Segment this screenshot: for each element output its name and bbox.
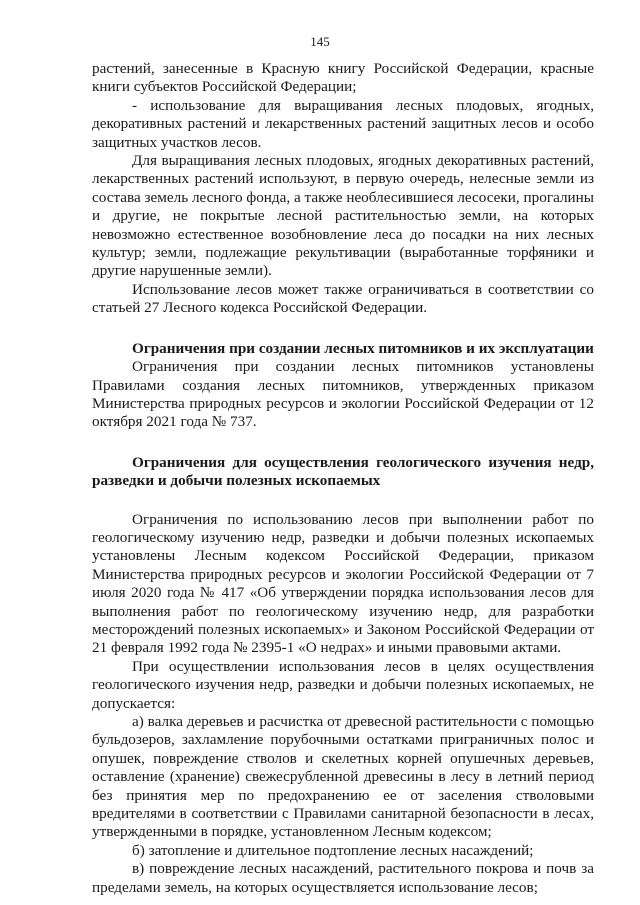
paragraph: - использование для выращивания лесных плодовых, ягодных, декоративных растений и лекарственных растений защитных лесов и особо защитных участков лесов. [92, 96, 594, 151]
paragraph: растений, занесенные в Красную книгу Российской Федерации, красные книги субъектов Российской Федерации; [92, 60, 594, 96]
spacer [92, 491, 594, 511]
list-item: в) повреждение лесных насаждений, растительного покрова и почв за пределами земель, на которых осуществляется использование лесов; [92, 860, 594, 896]
paragraph: При осуществлении использования лесов в целях осуществления геологического изучения недр, разведки и добычи полезных ископаемых, не допускается: [92, 657, 594, 712]
paragraph: Для выращивания лесных плодовых, ягодных декоративных растений, лекарственных растений используют, в первую очередь, нелесные земли из состава земель лесного фонда, а также необлесившиеся лесосеки, прогалины и другие, не покрытые лесной растительностью земли, на которых невозможно естественное возобновление леса до посадки на них лесных культур; земли, подлежащие рекультивации (выработанные торфяники и другие нарушенные земли). [92, 152, 594, 280]
section-heading: Ограничения для осуществления геологического изучения недр, разведки и добычи полезных ископаемых [92, 453, 594, 490]
paragraph: Использование лесов может также ограничиваться в соответствии со статьей 27 Лесного кодекса Российской Федерации. [92, 280, 594, 317]
paragraph: Ограничения при создании лесных питомников установлены Правилами создания лесных питомников, утвержденных приказом Министерства природных ресурсов и экологии Российской Федерации от 12 октября 2021 года № 737. [92, 358, 594, 431]
document-body [92, 60, 594, 897]
page-number: 145 [310, 34, 330, 49]
spacer [92, 432, 594, 454]
paragraph: Ограничения по использованию лесов при выполнении работ по геологическому изучению недр, разведки и добычи полезных ископаемых установлены Лесным кодексом Российской Федерации, приказом Министерства природных ресурсов и экологии Российской Федерации от 7 июля 2020 года № 417 «Об утверждении порядка использования лесов для выполнения работ по геологическому изучению недр, для разработки месторождений полезных ископаемых» и Законом Российской Федерации от 21 февраля 1992 года № 2395-1 «О недрах» и иными правовыми актами. [92, 510, 594, 657]
section-heading: Ограничения при создании лесных питомников и их эксплуатации [132, 339, 594, 357]
spacer [92, 318, 594, 340]
list-item: б) затопление и длительное подтопление лесных насаждений; [132, 841, 534, 859]
list-item: а) валка деревьев и расчистка от древесной растительности с помощью бульдозеров, захламление порубочными остатками приграничных полос и опушек, повреждение стволов и скелетных корней опушечных деревьев, оставление (хранение) свежесрубленной древесины в лесу в летний период без принятия мер по предохранению ее от заселения стволовыми вредителями в соответствии с Правилами санитарной безопасности в лесах, утвержденными в порядке, установленном Лесным кодексом; [92, 713, 594, 841]
